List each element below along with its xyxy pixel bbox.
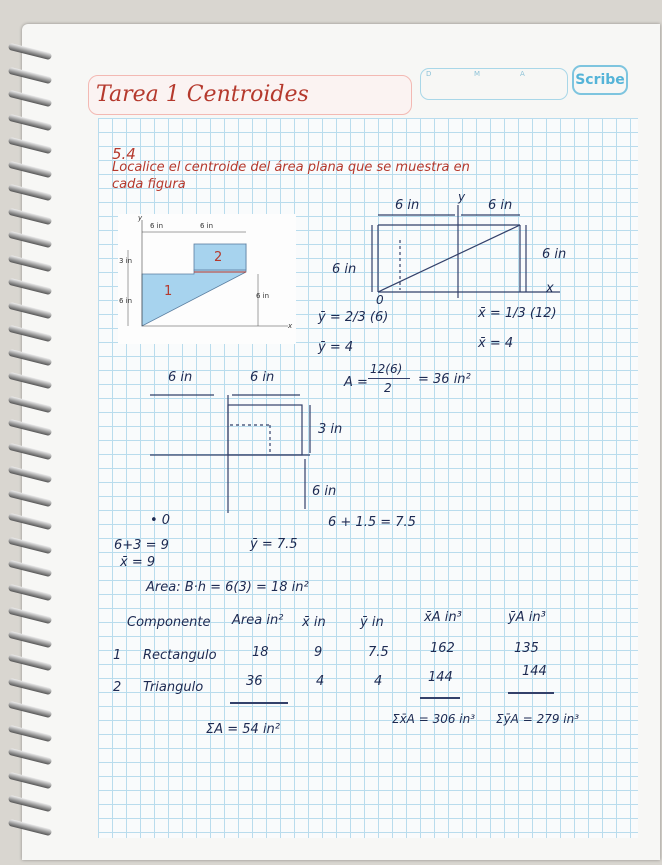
printed-dim-3in: 3 in bbox=[119, 257, 133, 265]
sum-ya: ΣȳA = 279 in³ bbox=[496, 712, 580, 726]
table-row2-ya: 144 bbox=[522, 664, 547, 679]
sum-area: ΣA = 54 in² bbox=[206, 722, 281, 737]
date-label-month: M bbox=[474, 70, 481, 78]
tri-dim-height-left: 6 in bbox=[332, 262, 357, 277]
table-row1-ybar: 7.5 bbox=[368, 645, 389, 660]
rect-xsum: 6+3 = 9 bbox=[114, 538, 169, 553]
table-row2-xbar: 4 bbox=[316, 674, 325, 689]
printed-axis-y: y bbox=[138, 214, 143, 222]
table-row2-area: 36 bbox=[246, 674, 263, 689]
tri-ybar-result: ȳ = 4 bbox=[318, 340, 354, 355]
rect-ybar: ȳ = 7.5 bbox=[250, 537, 298, 552]
table-row2-xa: 144 bbox=[428, 670, 453, 685]
tri-area-result: = 36 in² bbox=[418, 372, 471, 387]
table-header-componente: Componente bbox=[127, 615, 211, 630]
rect-dim-3in: 3 in bbox=[318, 422, 343, 437]
printed-label-1: 1 bbox=[164, 284, 173, 299]
rect-xbar: x̄ = 9 bbox=[120, 555, 156, 570]
tri-origin: 0 bbox=[376, 293, 384, 307]
printed-dim-left-6in: 6 in bbox=[119, 297, 133, 305]
date-label-day: D bbox=[426, 70, 432, 78]
printed-dim-right-6in: 6 in bbox=[256, 292, 270, 300]
date-box bbox=[420, 68, 568, 100]
table-row2-name: Triangulo bbox=[143, 680, 204, 695]
tri-axis-x: x bbox=[546, 281, 554, 296]
table-header-xbar: x̄ in bbox=[302, 615, 326, 630]
table-row1-name: Rectangulo bbox=[143, 648, 217, 663]
tri-xbar-result: x̄ = 4 bbox=[478, 336, 514, 351]
rect-area: Area: B·h = 6(3) = 18 in² bbox=[146, 580, 309, 595]
ya-sum-line bbox=[508, 692, 554, 694]
tri-area-den: 2 bbox=[384, 381, 392, 395]
problem-number: 5.4 bbox=[112, 145, 136, 163]
printed-figure-drawing bbox=[118, 214, 296, 344]
problem-statement-line2: cada figura bbox=[112, 177, 186, 192]
table-header-xa: x̄A in³ bbox=[424, 610, 462, 625]
table-header-ybar: ȳ in bbox=[360, 615, 384, 630]
table-row2-index: 2 bbox=[113, 680, 122, 695]
date-label-year: A bbox=[520, 70, 525, 78]
table-row1-xa: 162 bbox=[430, 641, 455, 656]
rect-ysum: 6 + 1.5 = 7.5 bbox=[328, 515, 416, 530]
printed-figure bbox=[118, 214, 296, 344]
rect-dim-left: 6 in bbox=[168, 370, 193, 385]
tri-area-num: 12(6) bbox=[370, 362, 403, 376]
tri-axis-y: y bbox=[458, 190, 466, 204]
table-row1-xbar: 9 bbox=[314, 645, 323, 660]
tri-area-fraction-bar bbox=[368, 378, 410, 379]
rect-origin: • 0 bbox=[150, 513, 171, 528]
page-title: Tarea 1 Centroides bbox=[96, 82, 309, 107]
table-row2-ybar: 4 bbox=[374, 674, 383, 689]
printed-axis-x: x bbox=[288, 322, 293, 330]
tri-dim-right: 6 in bbox=[488, 198, 513, 213]
printed-dim-top-right: 6 in bbox=[200, 222, 214, 230]
triangle-sketch bbox=[360, 200, 570, 310]
table-row1-area: 18 bbox=[252, 645, 269, 660]
rectangle-sketch bbox=[140, 385, 343, 515]
table-header-area: Area in² bbox=[232, 613, 284, 628]
printed-label-2: 2 bbox=[214, 250, 223, 265]
tri-dim-left: 6 in bbox=[395, 198, 420, 213]
tri-dim-height-right: 6 in bbox=[542, 247, 567, 262]
rect-dim-right: 6 in bbox=[250, 370, 275, 385]
table-row1-ya: 135 bbox=[514, 641, 539, 656]
tri-ybar: ȳ = 2/3 (6) bbox=[318, 310, 389, 325]
tri-area-prefix: A = bbox=[344, 375, 368, 390]
area-sum-line bbox=[230, 702, 288, 704]
table-header-ya: ȳA in³ bbox=[508, 610, 546, 625]
problem-statement-line1: Localice el centroide del área plana que se muestra en bbox=[112, 160, 470, 175]
printed-dim-top-left: 6 in bbox=[150, 222, 164, 230]
rect-dim-6in: 6 in bbox=[312, 484, 337, 499]
sum-xa: Σx̄A = 306 in³ bbox=[392, 712, 476, 726]
xa-sum-line bbox=[420, 697, 460, 699]
table-row1-index: 1 bbox=[113, 648, 122, 663]
tri-xbar: x̄ = 1/3 (12) bbox=[478, 306, 557, 321]
brand-logo: Scribe bbox=[572, 65, 628, 95]
